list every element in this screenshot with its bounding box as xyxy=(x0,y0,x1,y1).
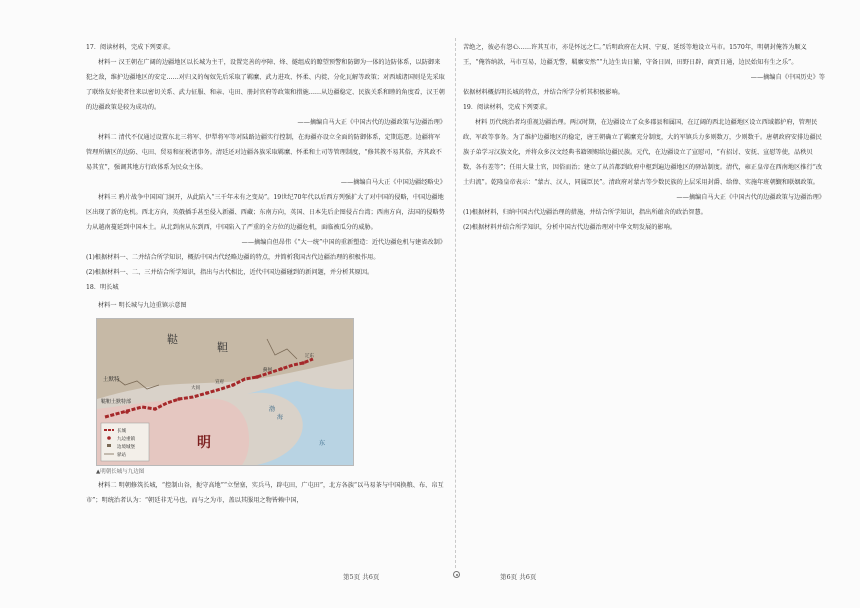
page-number-left: 第5页 共6页 xyxy=(343,573,380,581)
q17-material-2-source: ——摘编自马大正《中国边疆经略史》 xyxy=(340,179,446,186)
q17-material-1-source: ——摘编自马大正《中国古代的边疆政策与边疆治理》 xyxy=(297,119,446,126)
map-label-sea1: 渤 xyxy=(269,406,276,413)
q19-requirement-2: (2)根据材料并结合所学知识，分析中国古代边疆治理对中华文明发展的影响。 xyxy=(463,224,676,231)
q17-material-1: 材料一 汉王朝在广阔的边疆地区以长城为主干，设置完善的亭障、烽、燧组成的瞭望预警和防御为一体的边防体系，以防御来犯之敌，维护边疆地区的安定……对归义的匈奴先后采取了羁縻、武力进攻、怀柔、内徙、分化瓦解等政策；对西域诸国则是先采取了联络友好使者往来以密切关系、武力征服、和亲、屯田、册封官府等政策和措施……从边疆稳定、民族关系和睦的角度看，汉王朝的边疆政策是较为成功的。 xyxy=(86,59,445,111)
legend-label-4: 驿站 xyxy=(117,453,126,458)
left-column xyxy=(86,40,446,508)
q18-material-2-source: ——摘编自《中国历史》等 xyxy=(750,74,825,81)
map-title: 材料一 明长城与九边重镇示意图 xyxy=(98,302,187,309)
q18-requirement: 依据材料概括明长城的特点，并结合所学分析其积极影响。 xyxy=(463,89,624,96)
q17-requirement-1: (1)根据材料一、二并结合所学知识，概括中国古代经略边疆的特点，并简析我国古代边疆治理的积极作用。 xyxy=(86,254,380,261)
map-legend xyxy=(101,423,149,461)
legend-label-2: 九边重镇 xyxy=(117,437,135,442)
map-label-region-north2: 靼 xyxy=(217,341,228,354)
legend-label-1: 长城 xyxy=(117,429,126,434)
legend-label-3: 边境城堡 xyxy=(117,445,135,450)
map-label-ming: 明 xyxy=(197,435,211,451)
map-caption: ▲明朝长城与九边图 xyxy=(96,469,145,475)
map-label-city3: 蓟州 xyxy=(263,368,272,373)
map-label-tumote: 土默特 xyxy=(103,377,120,383)
map-label-city4: 辽东 xyxy=(305,354,314,359)
q18-material-2: 材料二 明朝修筑长城，“控制山谷，扼守高地”“立堡塞，实兵马，辟屯田，广屯田”，北方各族“以马易茶与中国换粮、布、帛互市”；明统治者认为：“朝廷非无马也，而与之为市，盖以其服用之物皆赖中国， xyxy=(86,482,444,504)
q17-title: 17．阅读材料，完成下列要求。 xyxy=(86,44,175,51)
map-label-city1: 宣府 xyxy=(215,380,224,385)
q19-material-source: ——摘编自马大正《中国古代的边疆政策与边疆治理》 xyxy=(676,194,825,201)
q18-material-2-continued: 苦绝之，彼必有怨心……许其互市，亦是怀远之仁。”后明政府在大同、宁夏、延绥等地设立马市。1570年，明朝封俺答为顺义王，“俺答纳款，马市互易，边疆无警，羁縻安然”“九边生齿日繁，守备日固，田野日辟，商贾日通，边民始知有生之乐”。 xyxy=(463,44,807,66)
q17-material-2: 材料二 清代不仅通过设置东北三将军、伊犁将军等对陆路边疆实行控制，在海疆亦设立全面的防御体系，定期巡逻。边疆将军管理所辖区的边防、屯田、贸易和征税诸事务。清廷还对边疆各族采取羁縻、怀柔和土司等管理制度，“修其教不易其俗，齐其政不易其宜”，强调其地方行政体系为民众主体。 xyxy=(86,134,442,171)
ming-great-wall-map xyxy=(96,318,354,466)
q19-material: 材料 历代统治者均重视边疆治理。两汉时期，在边疆设立了众多郡县和属国，在辽阔的西北边疆地区设立西域都护府，管理民政、军政等事务。为了维护边疆地区的稳定，唐王朝确立了羁縻充分制度，大的军镇兵力多则数万，少则数千。唐朝政府安排边疆民族子弟学习汉族文化，并将众多汉文经典书籍颁赐给边疆民族。元代，在边疆设立了宣慰司，“有招讨、安抚、宣慰等使，品秩贝数，各有差等”；任用大量土官，因俗而治；建立了从首都到政府中枢到遍边疆地区的驿站制度。清代，雍正皇帝在西南地区推行“改土归流”。乾隆皇帝表示：“蒙古、汉人，同属臣民”。清政府对蒙古等少数民族的上层采用封爵、给俸、实施年班朝觐和联姻政策。 xyxy=(463,119,823,186)
q18-title: 18．明长城 xyxy=(86,284,119,291)
q17-requirement-2: (2)根据材料一、二、三并结合所学知识，指出与古代相比，近代中国边疆碰到的新问题，并分析其原因。 xyxy=(86,269,374,276)
page-number-right: 第6页 共6页 xyxy=(500,573,537,581)
map-label-ordos: 鞑靼土默特部 xyxy=(101,399,132,405)
right-column xyxy=(463,40,825,235)
map-label-sea3: 东 xyxy=(319,440,326,447)
column-divider xyxy=(455,38,456,568)
map-label-city2: 大同 xyxy=(191,386,200,391)
circle-icon xyxy=(453,571,460,578)
q17-material-3-source: ——摘编自但昂伟《“大一统”中国的重新塑造：近代边疆危机与建省改制》 xyxy=(241,239,446,246)
map-label-sea2: 海 xyxy=(277,414,284,421)
map-label-region-north1: 鞑 xyxy=(167,333,178,346)
q17-material-3: 材料三 鸦片战争中国国门洞开，从此陷入“三千年未有之变局”。19世纪70年代以后西方列强扩大了对中国的侵略，中国边疆地区出现了新的危机。西北方向，英俄插手甚至侵入新疆、西藏；东南方向，英国、日本先后企图侵占台湾；西南方向，法国的侵略势力从越南蔓延到中国本土。从北到南从东到西，中国陷入了严重的全方位的边疆危机，面临被瓜分的威胁。 xyxy=(86,194,445,231)
q19-title: 19．阅读材料，完成下列要求。 xyxy=(463,104,552,111)
q19-requirement-1: (1)根据材料，归纳中国古代边疆治理的措施，并结合所学知识，指出所蕴含的政治智慧。 xyxy=(463,209,707,216)
